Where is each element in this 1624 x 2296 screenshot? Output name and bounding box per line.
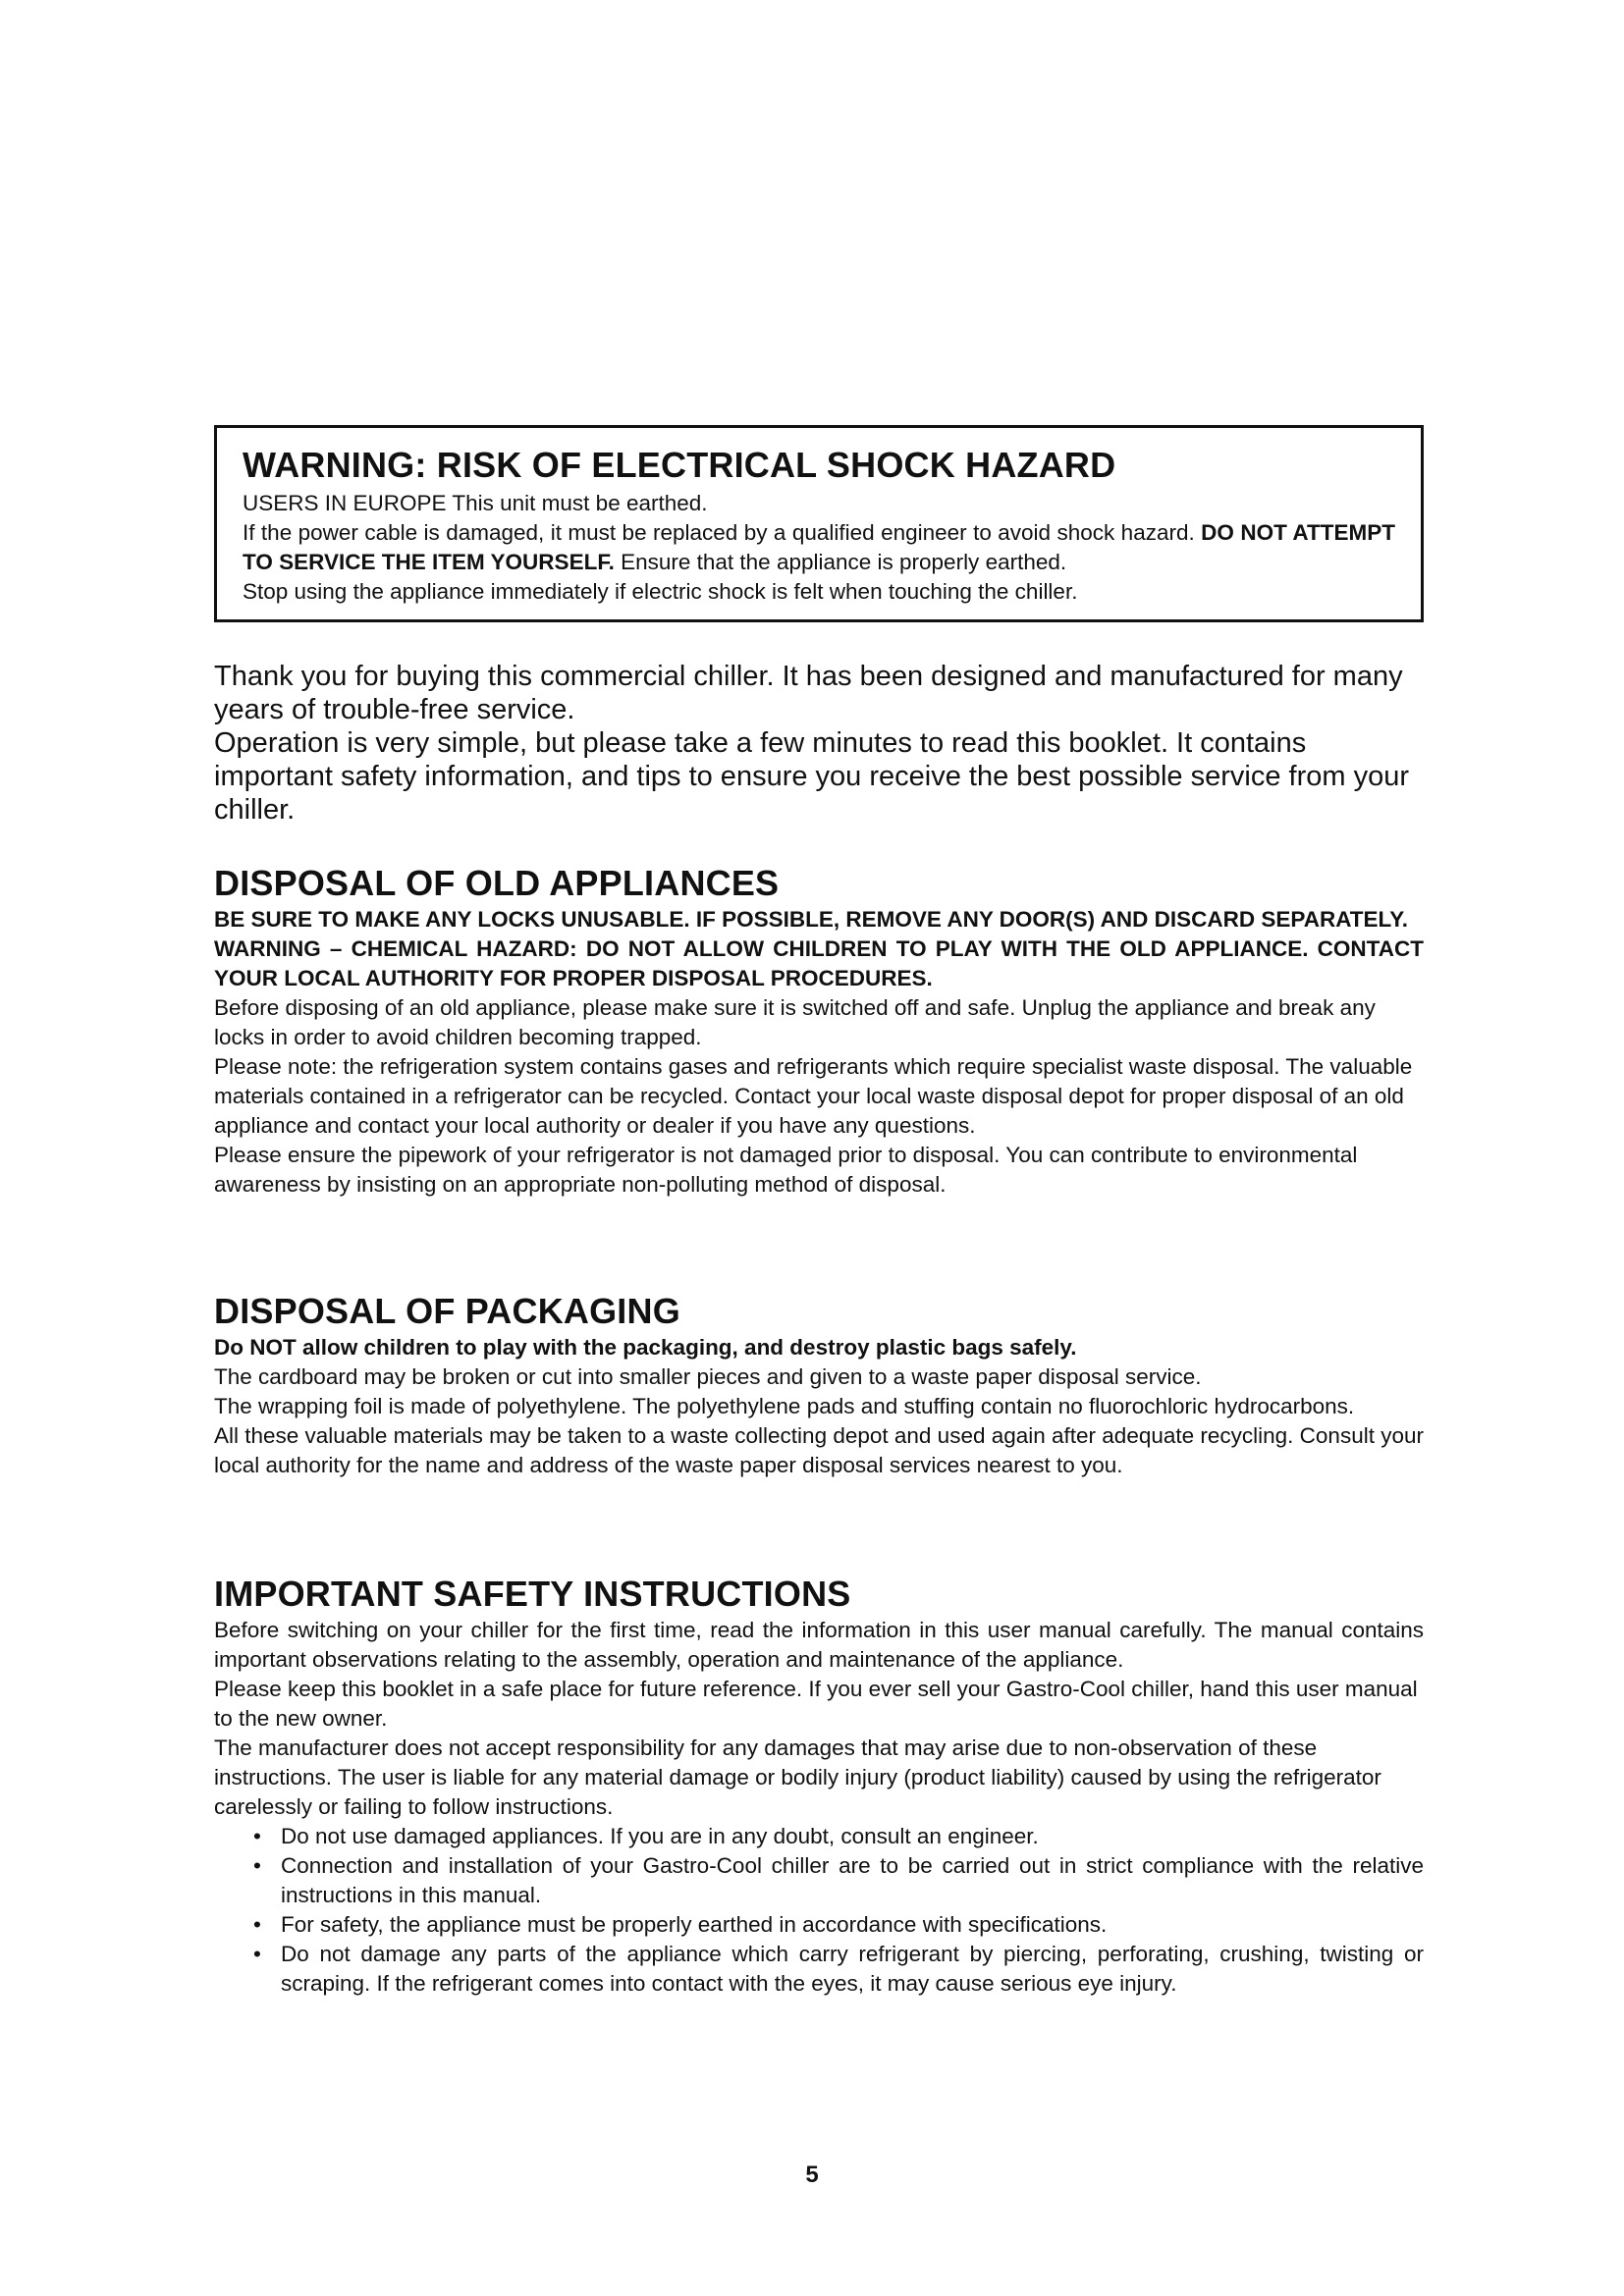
section-heading: IMPORTANT SAFETY INSTRUCTIONS	[214, 1574, 851, 1614]
list-item	[214, 1940, 1424, 1999]
list-item-text: Do not use damaged appliances. If you are in any doubt, consult an engineer.	[281, 1824, 1039, 1848]
packaging-paragraph-1: The cardboard may be broken or cut into smaller pieces and given to a waste paper disposal service.	[214, 1364, 1202, 1389]
intro-text	[214, 660, 1424, 827]
list-item	[214, 1910, 1424, 1940]
section-safety-instructions	[214, 1575, 1424, 1999]
bullet-icon: •	[253, 1824, 261, 1848]
packaging-paragraph-3: All these valuable materials may be taken to a waste collecting depot and used again after adequate recycling. Consult your local authority for the name and address of the waste paper disposal services nearest to you.	[214, 1423, 1424, 1477]
bullet-icon: •	[253, 1912, 261, 1937]
intro-paragraph-2: Operation is very simple, but please take a few minutes to read this booklet. It contains important safety information, and tips to ensure you receive the best possible service from your chiller.	[214, 727, 1409, 826]
packaging-paragraph-2: The wrapping foil is made of polyethylene. The polyethylene pads and stuffing contain no fluorochloric hydrocarbons.	[214, 1394, 1355, 1418]
disposal-paragraph-1: Before disposing of an old appliance, please make sure it is switched off and safe. Unplug the appliance and break any locks in order to avoid children becoming trapped.	[214, 995, 1376, 1049]
bullet-icon: •	[253, 1942, 261, 1966]
safety-paragraph-2: Please keep this booklet in a safe place for future reference. If you ever sell your Gastro-Cool chiller, hand this user manual to the new owner.	[214, 1677, 1418, 1731]
list-item	[214, 1822, 1424, 1851]
warning-line-europe: USERS IN EUROPE This unit must be earthed.	[243, 491, 708, 515]
locks-warning: BE SURE TO MAKE ANY LOCKS UNUSABLE. IF POSSIBLE, REMOVE ANY DOOR(S) AND DISCARD SEPARATELY.	[214, 907, 1408, 932]
electrical-warning-box	[214, 425, 1424, 622]
list-item-text: Connection and installation of your Gastro-Cool chiller are to be carried out in strict compliance with the relative instructions in this manual.	[281, 1853, 1424, 1907]
warning-earthed-text: Ensure that the appliance is properly earthed.	[621, 550, 1067, 574]
warning-cable-text: If the power cable is damaged, it must be replaced by a qualified engineer to avoid shock hazard.	[243, 520, 1195, 545]
safety-paragraph-1: Before switching on your chiller for the first time, read the information in this user manual carefully. The manual contains important observations relating to the assembly, operation and maintenance of the appliance.	[214, 1618, 1424, 1672]
list-item-text: Do not damage any parts of the appliance which carry refrigerant by piercing, perforating, crushing, twisting or scraping. If the refrigerant comes into contact with the eyes, it may cause serious eye injury.	[281, 1942, 1424, 1996]
packaging-warning: Do NOT allow children to play with the packaging, and destroy plastic bags safely.	[214, 1335, 1077, 1360]
section-disposal-old-appliances	[214, 864, 1424, 1200]
section-heading: DISPOSAL OF OLD APPLIANCES	[214, 863, 780, 903]
disposal-paragraph-3: Please ensure the pipework of your refrigerator is not damaged prior to disposal. You can contribute to environmental awareness by insisting on an appropriate non-polluting method of disposal.	[214, 1143, 1358, 1197]
section-disposal-packaging	[214, 1292, 1424, 1480]
warning-title: WARNING: RISK OF ELECTRICAL SHOCK HAZARD	[243, 445, 1116, 485]
list-item-text: For safety, the appliance must be properly earthed in accordance with specifications.	[281, 1912, 1108, 1937]
safety-bullet-list	[214, 1822, 1424, 1999]
warning-do-not-service: DO NOT ATTEMPT TO SERVICE THE ITEM YOURSELF.	[243, 520, 1395, 574]
warning-line-cable	[243, 518, 1395, 577]
safety-paragraph-3: The manufacturer does not accept responsibility for any damages that may arise due to non-observation of these instructions. The user is liable for any material damage or bodily injury (product liability) caused by using the refrigerator carelessly or failing to follow instructions.	[214, 1735, 1381, 1819]
page-number: 5	[805, 2162, 819, 2188]
intro-paragraph-1: Thank you for buying this commercial chiller. It has been designed and manufactured for many years of trouble-free service.	[214, 661, 1403, 725]
disposal-paragraph-2: Please note: the refrigeration system contains gases and refrigerants which require specialist waste disposal. The valuable materials contained in a refrigerator can be recycled. Contact your local waste disposal depot for proper disposal of an old appliance and contact your local authority or dealer if you have any questions.	[214, 1054, 1413, 1138]
bullet-icon: •	[253, 1853, 261, 1878]
warning-line-stop: Stop using the appliance immediately if electric shock is felt when touching the chiller.	[243, 579, 1078, 604]
chemical-hazard-warning: WARNING – CHEMICAL HAZARD: DO NOT ALLOW CHILDREN TO PLAY WITH THE OLD APPLIANCE. CONTACT YOUR LOCAL AUTHORITY FOR PROPER DISPOSAL PROCEDURES.	[214, 936, 1424, 990]
section-heading: DISPOSAL OF PACKAGING	[214, 1291, 680, 1331]
list-item	[214, 1851, 1424, 1910]
